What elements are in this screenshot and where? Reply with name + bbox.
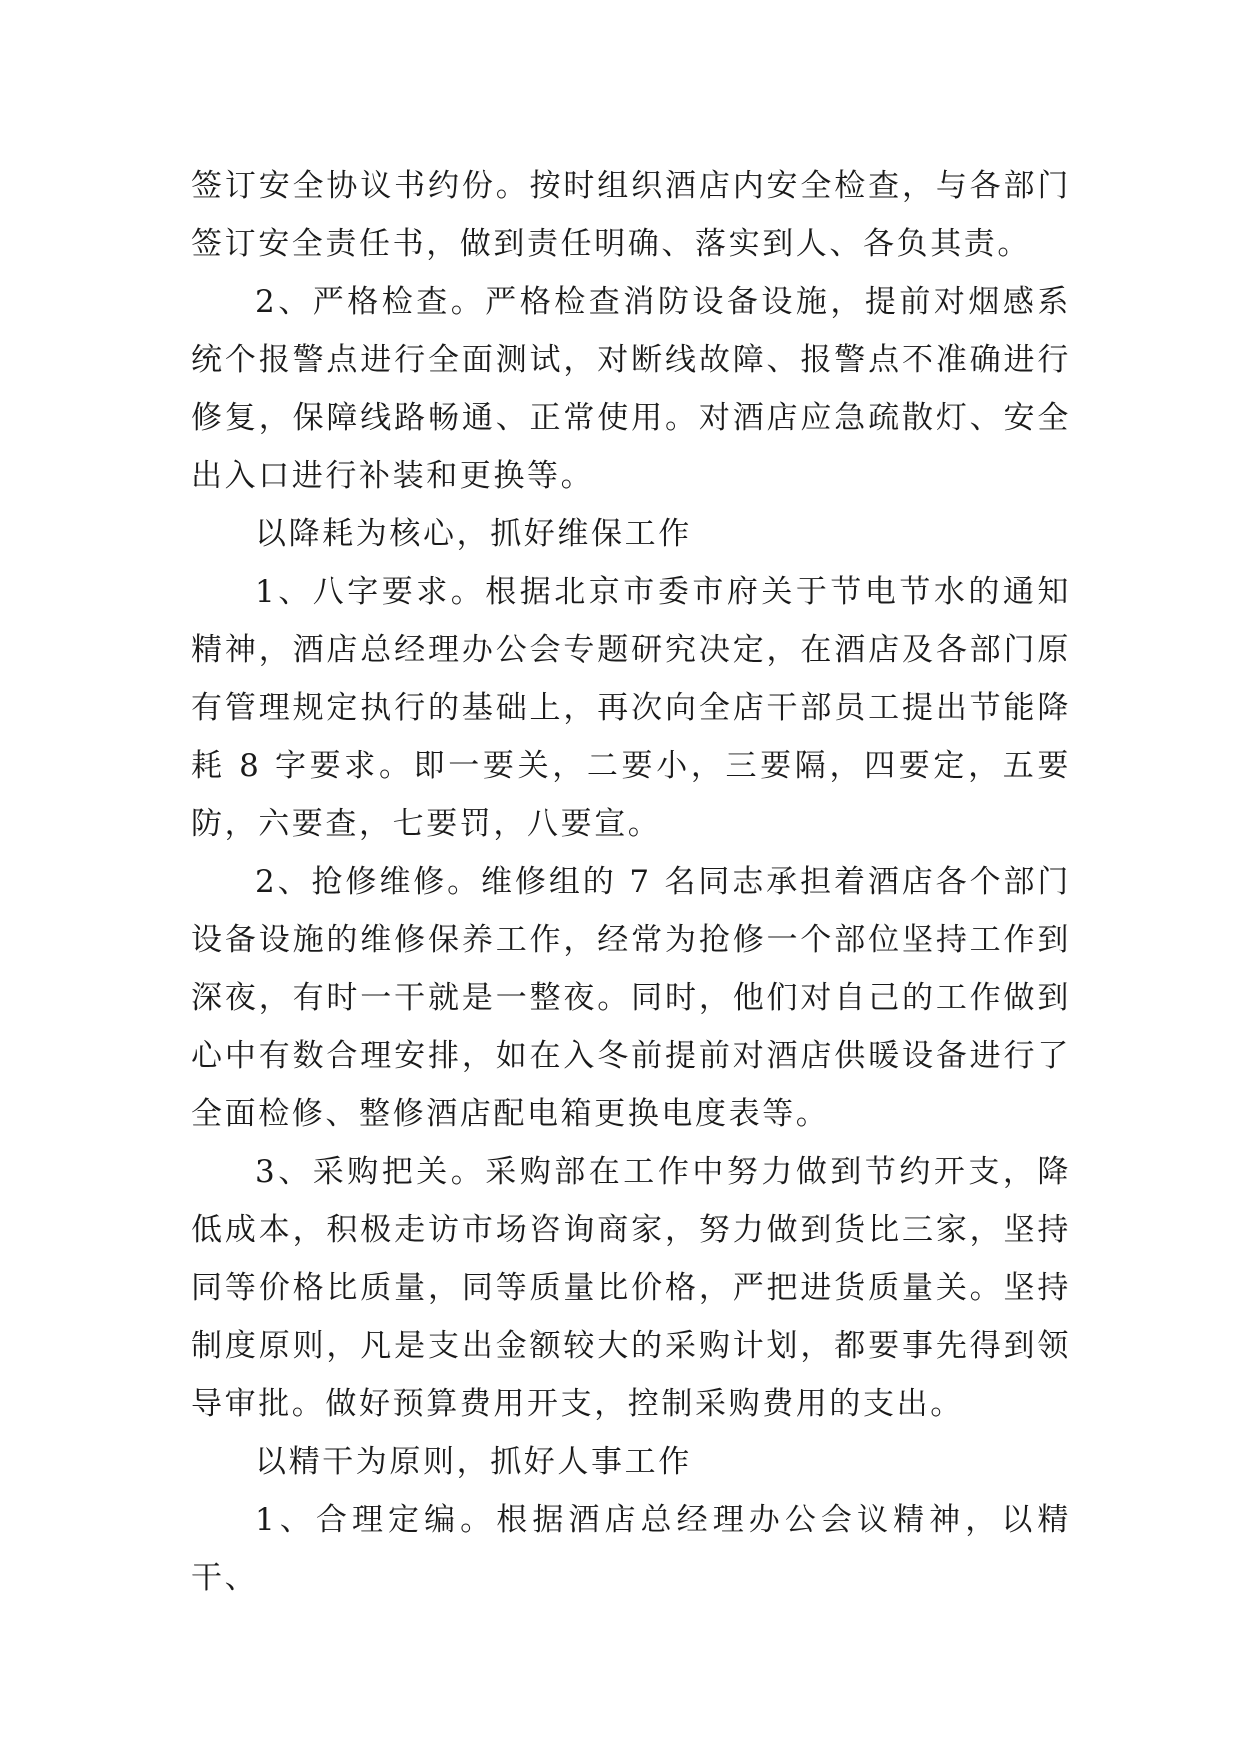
paragraph-repair-work: 2、抢修维修。维修组的 7 名同志承担着酒店各个部门设备设施的维修保养工作，经常为抢修一个部位坚持工作到深夜，有时一干就是一整夜。同时，他们对自己的工作做到心中有数合理安排，如在入冬前提前对酒店供暖设备进行了全面检修、整修酒店配电箱更换电度表等。 bbox=[191, 864, 1071, 1132]
document-body bbox=[191, 157, 1071, 1607]
paragraph-safety-agreement: 签订安全协议书约份。按时组织酒店内安全检查，与各部门签订安全责任书，做到责任明确、落实到人、各负其责。 bbox=[191, 168, 1071, 262]
paragraph-procurement: 3、采购把关。采购部在工作中努力做到节约开支，降低成本，积极走访市场咨询商家，努力做到货比三家，坚持同等价格比质量，同等质量比价格，严把进货质量关。坚持制度原则，凡是支出金额较大的采购计划，都要事先得到领导审批。做好预算费用开支，控制采购费用的支出。 bbox=[191, 1154, 1071, 1422]
paragraph-eight-requirements: 1、八字要求。根据北京市委市府关于节电节水的通知精神，酒店总经理办公会专题研究决定，在酒店及各部门原有管理规定执行的基础上，再次向全店干部员工提出节能降耗 8 字要求。即一要关，二要小，三要隔，四要定，五要防，六要查，七要罚，八要宣。 bbox=[191, 574, 1071, 842]
section-heading-personnel: 以精干为原则，抓好人事工作 bbox=[255, 1444, 692, 1480]
paragraph-staffing: 1、合理定编。根据酒店总经理办公会议精神，以精干、 bbox=[191, 1502, 1071, 1596]
section-heading-maintenance: 以降耗为核心，抓好维保工作 bbox=[255, 516, 692, 552]
paragraph-strict-inspection: 2、严格检查。严格检查消防设备设施，提前对烟感系统个报警点进行全面测试，对断线故障、报警点不准确进行修复，保障线路畅通、正常使用。对酒店应急疏散灯、安全出入口进行补装和更换等。 bbox=[191, 284, 1071, 494]
